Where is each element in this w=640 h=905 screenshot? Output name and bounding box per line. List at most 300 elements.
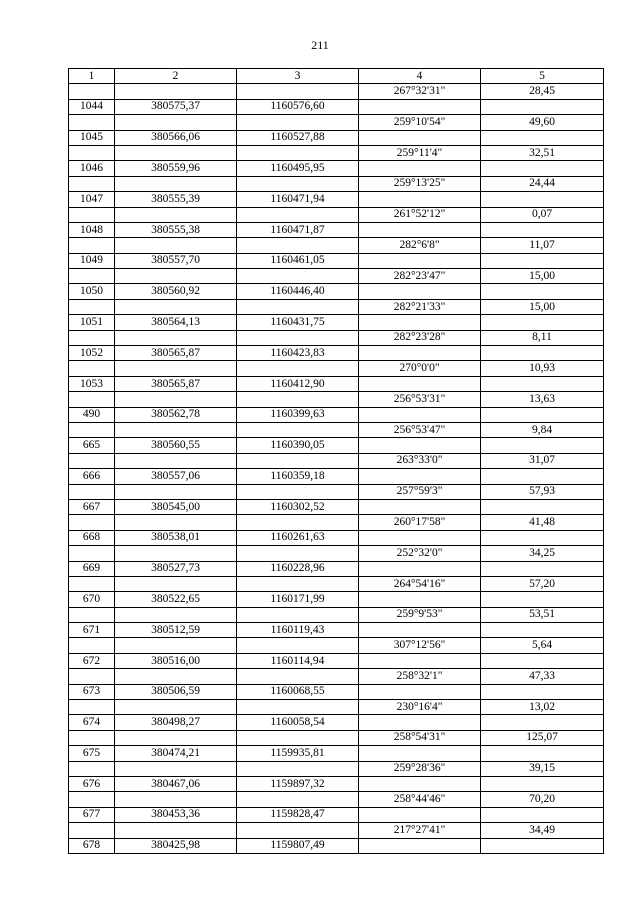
table-cell-col3: 1160461,05 [237,253,359,268]
table-cell-col5: 11,07 [481,238,604,253]
table-cell-col4 [359,469,481,484]
table-cell-col2 [115,700,237,715]
table-row [69,715,604,730]
table-row [69,284,604,299]
table-cell-col3 [237,238,359,253]
table-cell-col2: 380555,38 [115,222,237,237]
table-row [69,269,604,284]
table-row [69,161,604,176]
table-cell-col3 [237,84,359,99]
table-cell-col5 [481,499,604,514]
table-cell-col1 [69,422,115,437]
table-cell-col5 [481,99,604,114]
table-cell-col5: 32,51 [481,145,604,160]
table-cell-col5: 39,15 [481,761,604,776]
table-cell-col1: 1047 [69,192,115,207]
table-cell-col2: 380467,06 [115,776,237,791]
table-row [69,530,604,545]
table-cell-col3: 1160527,88 [237,130,359,145]
table-cell-col5 [481,222,604,237]
table-cell-col3: 1160390,05 [237,438,359,453]
table-cell-col4: 230°16'4" [359,700,481,715]
table-cell-col4 [359,715,481,730]
table-cell-col1 [69,84,115,99]
table-cell-col2 [115,453,237,468]
table-cell-col1 [69,700,115,715]
table-cell-col4: 259°9'53" [359,607,481,622]
table-cell-col2 [115,269,237,284]
table-row [69,207,604,222]
table-cell-col2 [115,761,237,776]
table-cell-col1: 1049 [69,253,115,268]
table-cell-col4 [359,776,481,791]
table-cell-col5: 28,45 [481,84,604,99]
table-cell-col1: 1052 [69,346,115,361]
table-row [69,484,604,499]
table-cell-col2 [115,515,237,530]
table-row [69,453,604,468]
table-cell-col5: 70,20 [481,792,604,807]
table-row [69,638,604,653]
table-cell-col3 [237,207,359,222]
table-row [69,807,604,822]
table-cell-col1 [69,576,115,591]
table-cell-col1 [69,823,115,838]
table-row [69,392,604,407]
table-cell-col2: 380512,59 [115,623,237,638]
table-cell-col3: 1159807,49 [237,838,359,853]
table-cell-col2 [115,792,237,807]
table-header-row [69,69,604,84]
table-cell-col5: 125,07 [481,730,604,745]
table-cell-col3: 1160171,99 [237,592,359,607]
table-row [69,422,604,437]
table-row [69,546,604,561]
table-cell-col5: 8,11 [481,330,604,345]
table-cell-col3 [237,761,359,776]
table-cell-col4 [359,222,481,237]
table-row [69,623,604,638]
table-cell-col3 [237,484,359,499]
table-cell-col4: 282°23'47" [359,269,481,284]
table-cell-col3 [237,176,359,191]
table-cell-col3: 1160446,40 [237,284,359,299]
table-cell-col4 [359,376,481,391]
table-cell-col3: 1160576,60 [237,99,359,114]
table-cell-col5: 49,60 [481,115,604,130]
table-cell-col4: 252°32'0" [359,546,481,561]
table-cell-col5: 15,00 [481,269,604,284]
table-cell-col5 [481,776,604,791]
table-cell-col4: 267°32'31" [359,84,481,99]
table-row [69,346,604,361]
table-cell-col5 [481,315,604,330]
table-row [69,222,604,237]
table-row [69,145,604,160]
table-cell-col3 [237,638,359,653]
table-cell-col1 [69,546,115,561]
table-cell-col3: 1159935,81 [237,746,359,761]
table-cell-col5 [481,623,604,638]
table-cell-col2 [115,330,237,345]
table-row [69,176,604,191]
table-cell-col3: 1160302,52 [237,499,359,514]
table-cell-col4 [359,346,481,361]
table-cell-col3 [237,392,359,407]
table-cell-col2: 380555,39 [115,192,237,207]
table-cell-col4: 259°11'4" [359,145,481,160]
table-cell-col3 [237,576,359,591]
table-cell-col4: 258°32'1" [359,669,481,684]
table-cell-col2 [115,115,237,130]
table-cell-col1: 669 [69,561,115,576]
table-cell-col3: 1160495,95 [237,161,359,176]
table-cell-col4: 263°33'0" [359,453,481,468]
table-cell-col2: 380557,70 [115,253,237,268]
table-cell-col2 [115,207,237,222]
table-cell-col1 [69,453,115,468]
table-row [69,730,604,745]
table-cell-col1 [69,484,115,499]
coordinates-table [68,68,604,854]
table-cell-col5: 24,44 [481,176,604,191]
table-cell-col1: 675 [69,746,115,761]
table-cell-col2: 380516,00 [115,653,237,668]
table-cell-col5 [481,653,604,668]
table-row [69,776,604,791]
table-cell-col4: 307°12'56" [359,638,481,653]
table-cell-col4 [359,561,481,576]
table-cell-col5 [481,592,604,607]
table-cell-col3 [237,453,359,468]
table-cell-col2: 380425,98 [115,838,237,853]
table-cell-col3 [237,145,359,160]
table-cell-col2 [115,669,237,684]
table-cell-col5 [481,807,604,822]
table-cell-col1: 666 [69,469,115,484]
table-row [69,838,604,853]
table-row [69,407,604,422]
table-cell-col3: 1160412,90 [237,376,359,391]
table-cell-col1 [69,361,115,376]
table-cell-col4 [359,130,481,145]
column-header-2: 2 [115,69,237,84]
table-row [69,823,604,838]
table-cell-col4: 259°13'25" [359,176,481,191]
table-cell-col3: 1160399,63 [237,407,359,422]
table-cell-col3: 1160058,54 [237,715,359,730]
table-cell-col5: 13,02 [481,700,604,715]
table-cell-col1: 1045 [69,130,115,145]
table-cell-col5: 10,93 [481,361,604,376]
table-cell-col3: 1159828,47 [237,807,359,822]
table-cell-col1: 674 [69,715,115,730]
table-cell-col5 [481,253,604,268]
table-cell-col4: 282°21'33" [359,299,481,314]
table-cell-col2: 380575,37 [115,99,237,114]
table-cell-col5 [481,715,604,730]
table-cell-col3 [237,546,359,561]
table-cell-col5 [481,284,604,299]
table-cell-col5 [481,838,604,853]
table-cell-col5: 13,63 [481,392,604,407]
table-cell-col5: 5,64 [481,638,604,653]
table-cell-col4: 264°54'16" [359,576,481,591]
table-cell-col4 [359,315,481,330]
table-row [69,700,604,715]
table-cell-col4: 256°53'31" [359,392,481,407]
table-cell-col1: 673 [69,684,115,699]
table-row [69,192,604,207]
table-cell-col4 [359,746,481,761]
table-cell-col5: 34,49 [481,823,604,838]
table-cell-col2 [115,576,237,591]
table-cell-col3 [237,515,359,530]
table-cell-col1 [69,145,115,160]
table-cell-col2 [115,638,237,653]
table-cell-col1 [69,392,115,407]
table-cell-col3 [237,361,359,376]
table-cell-col4: 258°44'46" [359,792,481,807]
table-cell-col5 [481,407,604,422]
table-cell-col1 [69,330,115,345]
table-cell-col3: 1160119,43 [237,623,359,638]
table-cell-col5 [481,161,604,176]
table-cell-col3 [237,823,359,838]
table-cell-col4 [359,99,481,114]
table-cell-col4 [359,161,481,176]
table-cell-col2: 380564,13 [115,315,237,330]
table-cell-col2: 380498,27 [115,715,237,730]
table-row [69,499,604,514]
table-cell-col5: 15,00 [481,299,604,314]
table-cell-col1 [69,515,115,530]
table-cell-col2 [115,730,237,745]
table-cell-col4 [359,530,481,545]
table-cell-col3: 1160261,63 [237,530,359,545]
table-cell-col4 [359,284,481,299]
table-cell-col1 [69,638,115,653]
table-cell-col5: 57,20 [481,576,604,591]
table-cell-col3 [237,299,359,314]
table-cell-col5: 0,07 [481,207,604,222]
table-cell-col2: 380527,73 [115,561,237,576]
table-cell-col1 [69,730,115,745]
table-cell-col1 [69,299,115,314]
table-cell-col1 [69,607,115,622]
table-cell-col2 [115,238,237,253]
table-cell-col2: 380506,59 [115,684,237,699]
table-cell-col2: 380565,87 [115,346,237,361]
table-cell-col4 [359,623,481,638]
table-cell-col1: 668 [69,530,115,545]
table-cell-col1: 672 [69,653,115,668]
table-cell-col5: 47,33 [481,669,604,684]
table-body [69,84,604,854]
table-row [69,315,604,330]
table-cell-col2 [115,484,237,499]
table-cell-col4 [359,592,481,607]
column-header-4: 4 [359,69,481,84]
table-cell-col3 [237,115,359,130]
table-cell-col5: 57,93 [481,484,604,499]
table-cell-col4: 282°23'28" [359,330,481,345]
table-cell-col4: 256°53'47" [359,422,481,437]
table-cell-col2: 380522,65 [115,592,237,607]
table-cell-col4 [359,807,481,822]
table-cell-col4 [359,499,481,514]
table-cell-col4 [359,192,481,207]
table-cell-col1 [69,115,115,130]
table-cell-col3 [237,269,359,284]
table-cell-col4: 259°10'54" [359,115,481,130]
table-cell-col1: 665 [69,438,115,453]
table-cell-col5: 9,84 [481,422,604,437]
table-cell-col5: 53,51 [481,607,604,622]
table-cell-col4: 270°0'0" [359,361,481,376]
table-cell-col1 [69,269,115,284]
table-row [69,376,604,391]
table-cell-col2 [115,823,237,838]
table-row [69,238,604,253]
table-row [69,746,604,761]
table-cell-col4 [359,253,481,268]
table-row [69,84,604,99]
table-row [69,253,604,268]
table-cell-col1: 670 [69,592,115,607]
table-row [69,576,604,591]
table-cell-col1 [69,176,115,191]
table-row [69,361,604,376]
table-cell-col3: 1160359,18 [237,469,359,484]
table-cell-col2 [115,422,237,437]
table-cell-col4: 217°27'41" [359,823,481,838]
column-header-1: 1 [69,69,115,84]
table-cell-col3: 1159897,32 [237,776,359,791]
table-cell-col1 [69,238,115,253]
table-cell-col1: 676 [69,776,115,791]
column-header-5: 5 [481,69,604,84]
table-cell-col2: 380545,00 [115,499,237,514]
table-row [69,515,604,530]
table-cell-col3 [237,607,359,622]
table-cell-col5 [481,530,604,545]
table-cell-col1: 671 [69,623,115,638]
table-cell-col1: 1051 [69,315,115,330]
table-cell-col3: 1160471,94 [237,192,359,207]
table-cell-col3 [237,422,359,437]
table-cell-col3 [237,700,359,715]
table-cell-col1 [69,207,115,222]
table-cell-col5: 41,48 [481,515,604,530]
table-cell-col1: 1048 [69,222,115,237]
table-cell-col2 [115,84,237,99]
table-cell-col5: 34,25 [481,546,604,561]
table-cell-col4: 261°52'12" [359,207,481,222]
table-row [69,561,604,576]
table-cell-col5 [481,746,604,761]
table-cell-col3: 1160228,96 [237,561,359,576]
table-cell-col3 [237,792,359,807]
table-cell-col2: 380474,21 [115,746,237,761]
table-cell-col4 [359,653,481,668]
table-cell-col1: 1050 [69,284,115,299]
table-cell-col3: 1160471,87 [237,222,359,237]
table-cell-col4: 259°28'36" [359,761,481,776]
table-row [69,99,604,114]
table-cell-col2: 380560,55 [115,438,237,453]
table-cell-col5 [481,561,604,576]
table-cell-col1: 677 [69,807,115,822]
table-row [69,469,604,484]
table-cell-col5 [481,376,604,391]
table-cell-col2: 380566,06 [115,130,237,145]
table-row [69,653,604,668]
table-row [69,438,604,453]
table-cell-col2 [115,546,237,561]
table-row [69,761,604,776]
table-row [69,684,604,699]
table-cell-col3: 1160423,83 [237,346,359,361]
table-cell-col1: 1046 [69,161,115,176]
table-cell-col2: 380560,92 [115,284,237,299]
table-cell-col5 [481,192,604,207]
table-cell-col5 [481,684,604,699]
table-cell-col2: 380562,78 [115,407,237,422]
table-row [69,115,604,130]
table-row [69,330,604,345]
table-cell-col2 [115,607,237,622]
table-cell-col1 [69,761,115,776]
table-cell-col2 [115,176,237,191]
table-cell-col5 [481,346,604,361]
table-row [69,299,604,314]
table-cell-col4: 257°59'3" [359,484,481,499]
table-row [69,130,604,145]
table-cell-col2: 380559,96 [115,161,237,176]
table-cell-col5: 31,07 [481,453,604,468]
table-cell-col4 [359,438,481,453]
table-cell-col4 [359,684,481,699]
table-row [69,792,604,807]
table-row [69,669,604,684]
page-number: 211 [311,38,329,52]
table-cell-col2: 380453,36 [115,807,237,822]
column-header-3: 3 [237,69,359,84]
table-cell-col5 [481,469,604,484]
table-cell-col3 [237,730,359,745]
table-cell-col1 [69,792,115,807]
table-cell-col2: 380557,06 [115,469,237,484]
table-cell-col4: 258°54'31" [359,730,481,745]
table-cell-col1: 667 [69,499,115,514]
table-cell-col4 [359,407,481,422]
table-cell-col4: 260°17'58" [359,515,481,530]
table-cell-col3: 1160068,55 [237,684,359,699]
table-cell-col4 [359,838,481,853]
table-cell-col2 [115,299,237,314]
table-cell-col3: 1160114,94 [237,653,359,668]
table-cell-col3: 1160431,75 [237,315,359,330]
table-cell-col2: 380565,87 [115,376,237,391]
table-cell-col3 [237,669,359,684]
table-row [69,607,604,622]
table-cell-col3 [237,330,359,345]
table-cell-col1: 678 [69,838,115,853]
table-cell-col2 [115,145,237,160]
table-cell-col1 [69,669,115,684]
table-cell-col2: 380538,01 [115,530,237,545]
